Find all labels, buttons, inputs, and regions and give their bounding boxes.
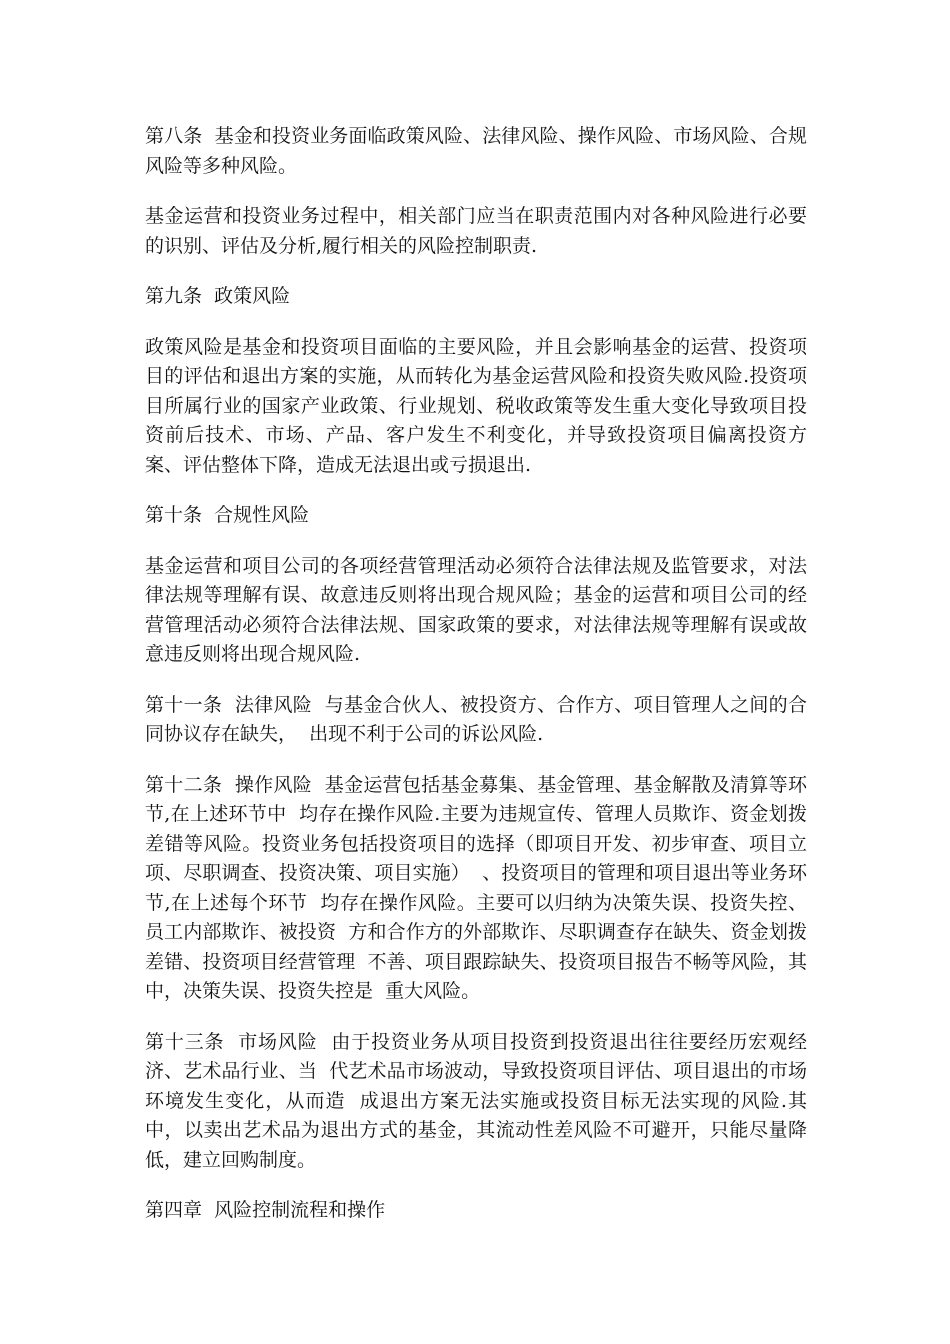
risk-management-paragraph: 基金运营和投资业务过程中，相关部门应当在职责范围内对各种风险进行必要的识别、评估及分析,履行相关的风险控制职责.: [145, 205, 807, 257]
article-9-heading: 第九条 政策风险: [145, 285, 291, 307]
article-8-paragraph: 第八条 基金和投资业务面临政策风险、法律风险、操作风险、市场风险、合规风险等多种风险。: [145, 125, 807, 177]
policy-risk-paragraph: 政策风险是基金和投资项目面临的主要风险，并且会影响基金的运营、投资项目的评估和退出方案的实施，从而转化为基金运营风险和投资失败风险.投资项目所属行业的国家产业政策、行业规划、税收政策等发生重大变化导致项目投资前后技术、市场、产品、客户发生不利变化，并导致投资项目偏离投资方案、评估整体下降，造成无法退出或亏损退出.: [145, 335, 807, 476]
article-13-paragraph: 第十三条 市场风险 由于投资业务从项目投资到投资退出往往要经历宏观经济、艺术品行业、当 代艺术品市场波动，导致投资项目评估、项目退出的市场环境发生变化，从而造 成退出方案无法实施或投资目标无法实现的风险.其中，以卖出艺术品为退出方式的基金，其流动性差风险不可避开，只能尽量降低，建立回购制度。: [145, 1030, 807, 1171]
article-12-paragraph: 第十二条 操作风险 基金运营包括基金募集、基金管理、基金解散及清算等环节,在上述环节中 均存在操作风险.主要为违规宣传、管理人员欺诈、资金划拨差错等风险。投资业务包括投资项目的选择（即项目开发、初步审查、项目立项、尽职调查、投资决策、项目实施） 、投资项目的管理和项目退出等业务环节,在上述每个环节 均存在操作风险。主要可以归纳为决策失误、投资失控、员工内部欺诈、被投资 方和合作方的外部欺诈、尽职调查存在缺失、资金划拨差错、投资项目经营管理 不善、项目跟踪缺失、投资项目报告不畅等风险，其中，决策失误、投资失控是 重大风险。: [145, 773, 807, 1002]
article-10-heading: 第十条 合规性风险: [145, 504, 310, 526]
article-11-paragraph: 第十一条 法律风险 与基金合伙人、被投资方、合作方、项目管理人之间的合同协议存在缺失， 出现不利于公司的诉讼风险.: [145, 693, 807, 745]
chapter-4-heading: 第四章 风险控制流程和操作: [145, 1199, 386, 1221]
document-page: [145, 122, 807, 1247]
compliance-risk-paragraph: 基金运营和项目公司的各项经营管理活动必须符合法律法规及监管要求，对法律法规等理解有误、故意违反则将出现合规风险；基金的运营和项目公司的经营管理活动必须符合法律法规、国家政策的要求，对法律法规等理解有误或故意违反则将出现合规风险.: [145, 554, 807, 665]
